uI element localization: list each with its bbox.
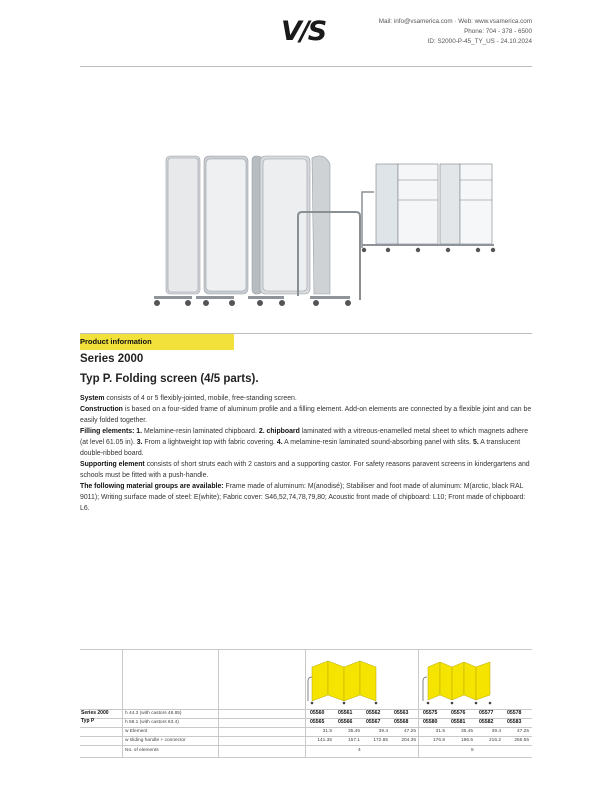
element-count: 4 [358,748,361,753]
contact-mail-web: Mail: info@vsamerica.com · Web: www.vsamerica.com [378,18,532,25]
filling-4-label: 4. [276,439,283,446]
handle-width-value: 176.8 [432,738,445,743]
article-code: 05563 [394,710,409,716]
article-code: 05580 [423,719,438,725]
filling-2-text: laminated with a vitreous-enamelled metal sheet to which magnets adhere (at level 61.05 in). [80,428,529,446]
row-label: w Element [125,729,148,734]
filling-label: Filling elements: 1. [80,428,143,435]
article-code: 05575 [423,710,438,716]
row-label: No. of elements [125,748,159,753]
materials-paragraph [80,481,532,514]
product-description [80,393,532,514]
materials-label: The following material groups are available: [80,483,224,490]
article-code: 05562 [366,710,381,716]
filling-paragraph [80,426,532,459]
handle-width-value: 255.55 [514,738,529,743]
table-col-divider [418,649,419,758]
article-code: 05565 [310,719,325,725]
article-code: 05583 [507,719,522,725]
spec-table [80,649,532,758]
article-code: 05578 [507,710,522,716]
construction-paragraph [80,404,532,426]
article-code: 05560 [310,710,325,716]
width-value: 31.5 [322,729,332,734]
row-label: h 59.1 (with castors 63.4) [125,720,179,725]
article-code: 05581 [451,719,466,725]
brand-logo: V/S [281,16,326,47]
width-value: 35.45 [460,729,473,734]
document-id: ID: S2000-P-45_TY_US - 24.10.2024 [427,38,532,45]
element-count: 5 [471,748,474,753]
thumb-5-elements [420,655,500,705]
filling-3-text: From a lightweight top with fabric covering. [142,439,277,446]
article-code: 05566 [338,719,353,725]
thumb-4-elements [306,655,386,705]
support-paragraph [80,459,532,481]
system-paragraph [80,393,532,404]
handle-width-value: 204.35 [401,738,416,743]
system-text: consists of 4 or 5 flexibly-jointed, mobile, free-standing screen. [104,395,297,402]
handle-width-value: 196.5 [460,738,473,743]
handle-width-value: 157.1 [347,738,360,743]
width-value: 31.5 [435,729,445,734]
handle-width-value: 172.85 [373,738,388,743]
table-border-top [80,649,532,650]
handle-width-value: 141.35 [317,738,332,743]
table-col-divider [218,649,219,758]
table-row-divider [80,745,532,746]
row-label: h 44.3 (with castors 48.85) [125,711,182,716]
contact-block [379,17,532,47]
article-code: 05567 [366,719,381,725]
width-value: 35.45 [347,729,360,734]
table-col-divider [122,649,123,758]
width-value: 39.4 [491,729,501,734]
filling-5-text: A translucent double-ribbed board. [80,439,521,457]
width-value: 39.4 [378,729,388,734]
product-photo [148,150,508,310]
section-badge: Product information [80,334,234,350]
row-label: w sliding handle + connector [125,738,186,743]
filling-1-text: Melamine-resin laminated chipboard. [142,428,259,435]
construction-text: is based on a four-sided frame of aluminum profile and a filling element. Add-on elements are connected by a flexible joint and can be easily folded together. [80,406,532,424]
table-border-bottom [80,757,532,758]
support-text: consists of short struts each with 2 castors and a supporting castor. For safety reasons paravent screens in kindergartens and schools must be fitted with a push-handle. [80,461,530,479]
article-code: 05576 [451,710,466,716]
table-series: Series 2000 [81,710,109,716]
castors [154,296,351,306]
filling-3-label: 3. [136,439,143,446]
construction-label: Construction [80,406,123,413]
support-label: Supporting element [80,461,145,468]
header-divider [80,66,532,67]
table-typ: Typ P [81,718,95,724]
article-code: 05577 [479,710,494,716]
folding-screen-grey [166,156,330,294]
filling-4-text: A melamine-resin laminated sound-absorbing panel with slits. [282,439,473,446]
filling-5-label: 5. [472,439,479,446]
product-subtitle: Typ P. Folding screen (4/5 parts). [80,373,259,385]
filling-2-label: 2. chipboard [258,428,300,435]
width-value: 47.25 [403,729,416,734]
width-value: 47.25 [516,729,529,734]
handle-width-value: 216.2 [488,738,501,743]
materials-text: Frame made of aluminum: M(anodisé); Stabiliser and foot made of aluminum: M(arctic, black RAL 9011); Writing surface made of steel: E(white); Fabric cover: S46,52,74,78,79,80; Acoustic front made of chipboard: L10; Front made of chipboard: L6. [80,483,526,512]
article-code: 05582 [479,719,494,725]
contact-phone: Phone: 704 - 378 - 6500 [464,28,532,35]
folding-screen-translucent [362,164,492,248]
article-code: 05568 [394,719,409,725]
system-label: System [80,395,105,402]
series-title: Series 2000 [80,353,144,365]
article-code: 05561 [338,710,353,716]
